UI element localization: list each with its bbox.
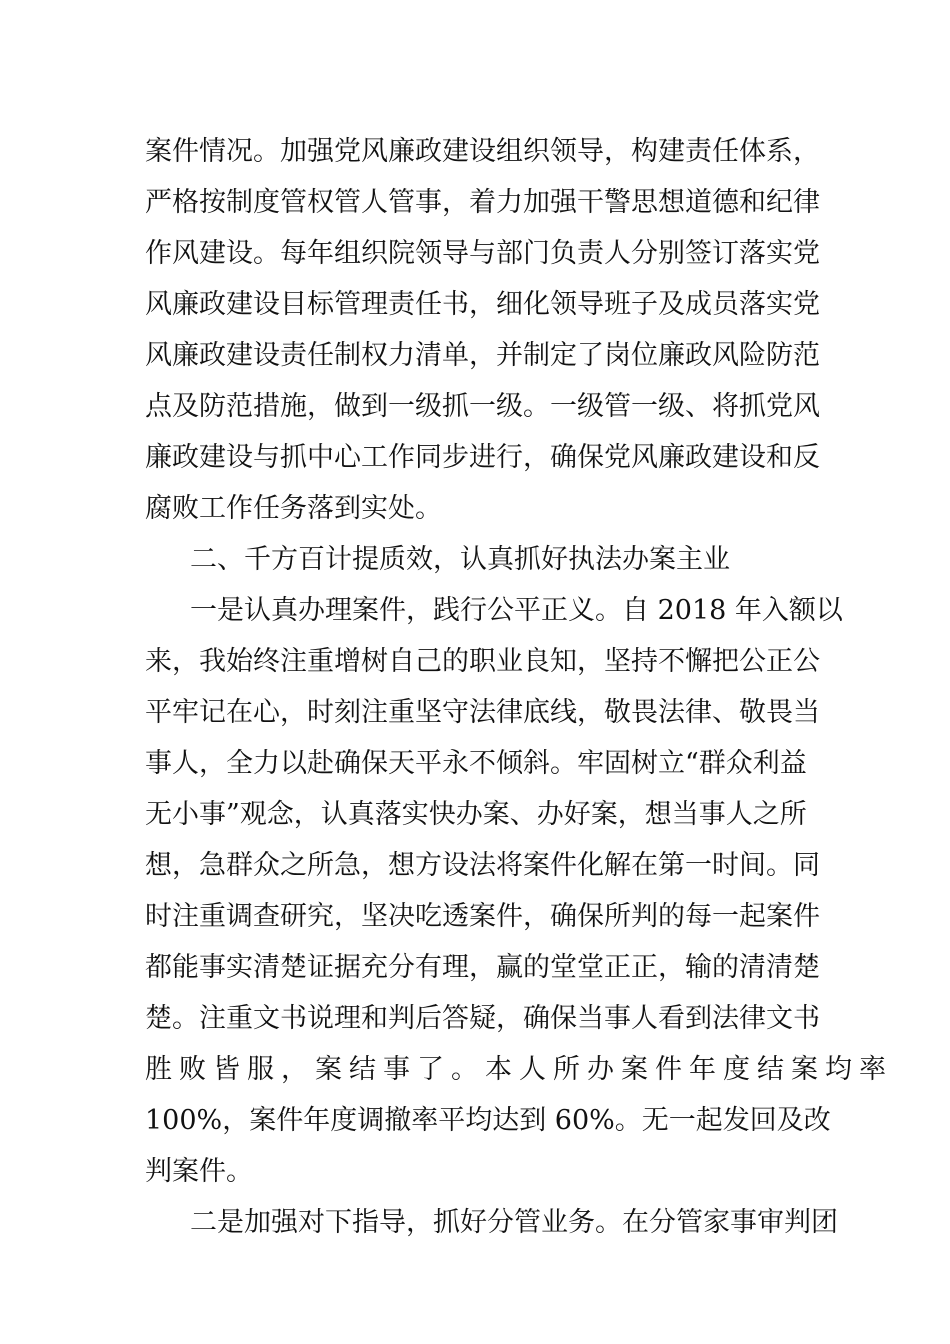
body-line: 100%，案件年度调撤率平均达到 60%。无一起发回及改 — [145, 1105, 831, 1136]
body-line: 来，我始终注重增树自己的职业良知，坚持不懈把公正公 — [145, 646, 820, 677]
paragraph-end-line: 判案件。 — [145, 1156, 253, 1187]
body-line: 胜败皆服，案结事了。本人所办案件年度结案均率 — [145, 1054, 893, 1085]
body-line: 楚。注重文书说理和判后答疑，确保当事人看到法律文书 — [145, 1003, 820, 1034]
body-line: 都能事实清楚证据充分有理，赢的堂堂正正，输的清清楚 — [145, 952, 820, 983]
body-line: 平牢记在心，时刻注重坚守法律底线，敬畏法律、敬畏当 — [145, 697, 820, 728]
body-line: 案件情况。加强党风廉政建设组织领导，构建责任体系， — [145, 136, 820, 167]
body-line: 二是加强对下指导，抓好分管业务。在分管家事审判团 — [190, 1207, 838, 1238]
body-line: 廉政建设与抓中心工作同步进行，确保党风廉政建设和反 — [145, 442, 820, 473]
body-line: 风廉政建设目标管理责任书，细化领导班子及成员落实党 — [145, 289, 820, 320]
body-line: 无小事”观念，认真落实快办案、办好案，想当事人之所 — [145, 799, 807, 830]
body-line: 严格按制度管权管人管事，着力加强干警思想道德和纪律 — [145, 187, 820, 218]
body-line: 想，急群众之所急，想方设法将案件化解在第一时间。同 — [145, 850, 820, 881]
body-line: 时注重调查研究，坚决吃透案件，确保所判的每一起案件 — [145, 901, 820, 932]
body-line: 事人，全力以赴确保天平永不倾斜。牢固树立“群众利益 — [145, 748, 807, 779]
body-line: 风廉政建设责任制权力清单，并制定了岗位廉政风险防范 — [145, 340, 820, 371]
section-heading: 二、千方百计提质效，认真抓好执法办案主业 — [190, 544, 730, 575]
paragraph-end-line: 腐败工作任务落到实处。 — [145, 493, 442, 524]
body-line: 点及防范措施，做到一级抓一级。一级管一级、将抓党风 — [145, 391, 820, 422]
body-line: 一是认真办理案件，践行公平正义。自 2018 年入额以 — [190, 595, 843, 626]
body-line: 作风建设。每年组织院领导与部门负责人分别签订落实党 — [145, 238, 820, 269]
